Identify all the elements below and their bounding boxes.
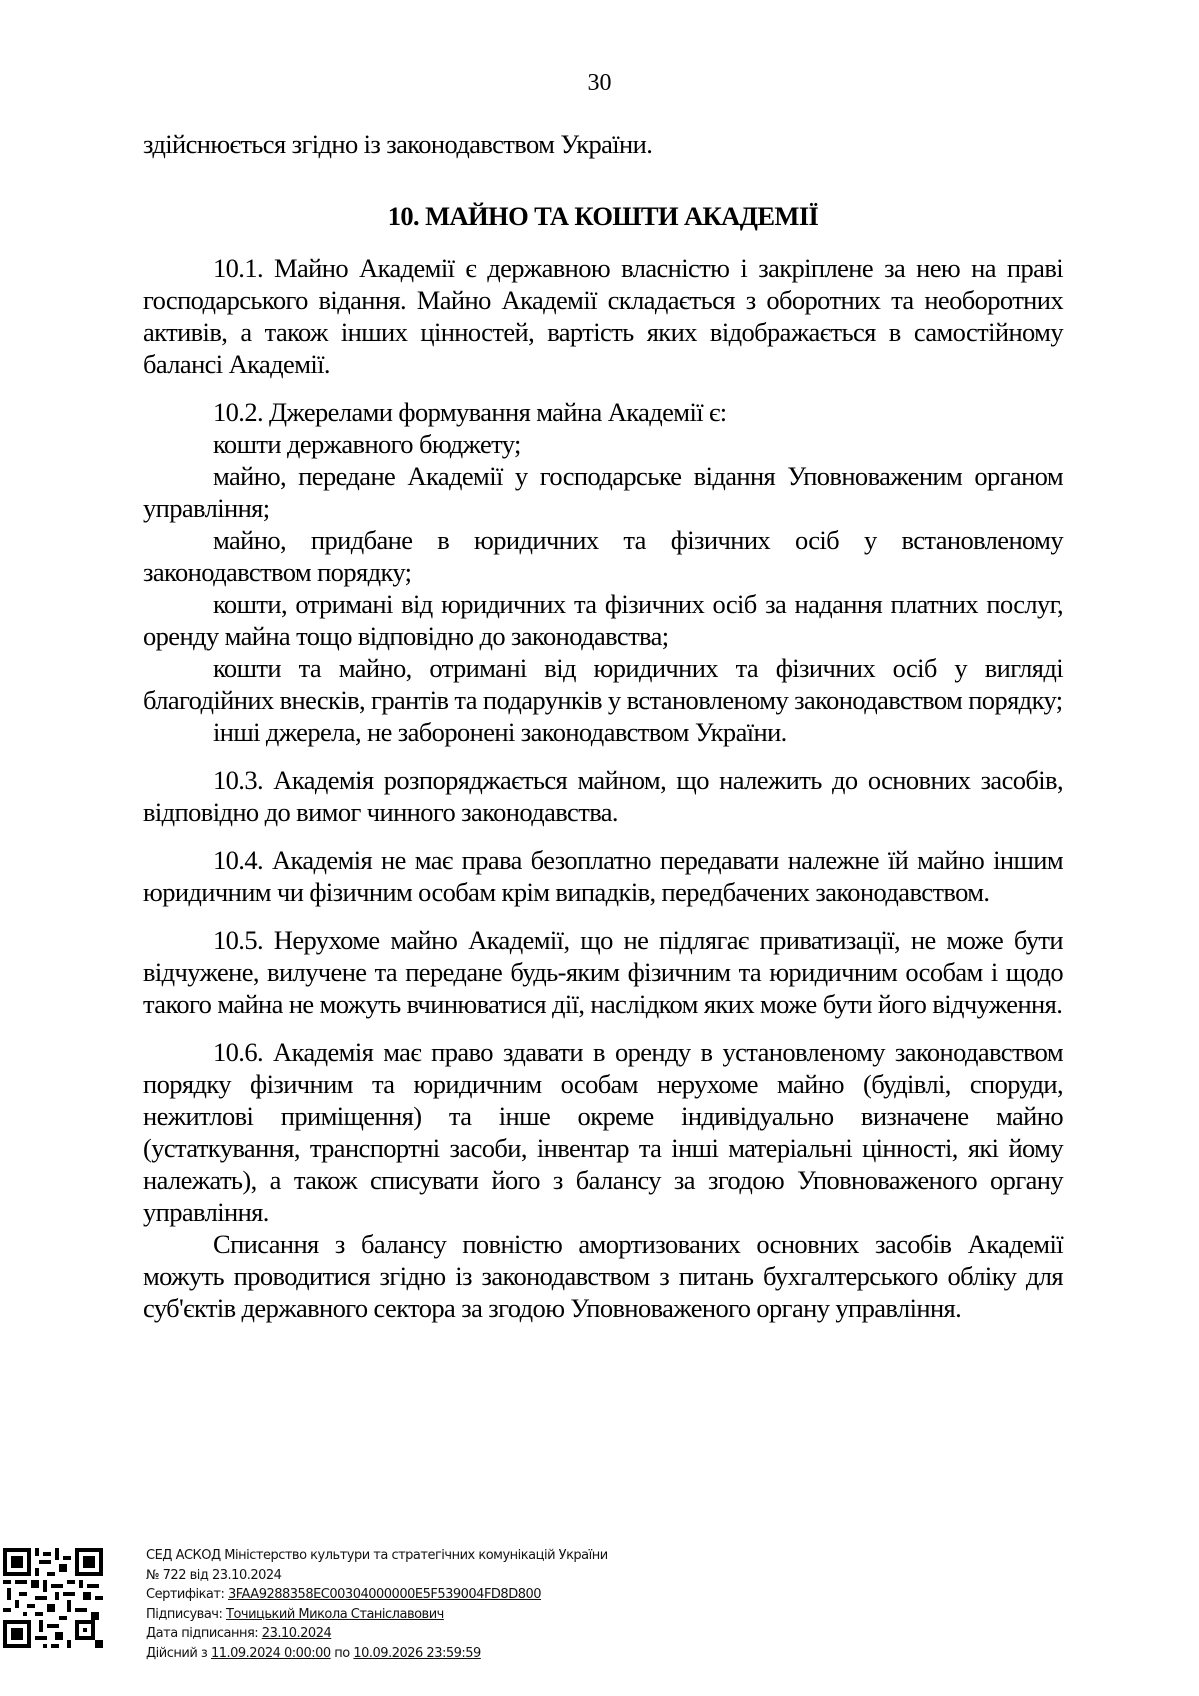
valid-label: Дійсний з — [146, 1645, 211, 1661]
stamp-system-line: СЕД АСКОД Міністерство культури та стратегічних комунікацій України — [146, 1548, 608, 1563]
stamp-validity — [146, 1644, 608, 1664]
source-item: інші джерела, не заборонені законодавством України. — [213, 717, 787, 747]
signer-label: Підписувач: — [146, 1606, 226, 1622]
sign-date-label: Дата підписання: — [146, 1626, 262, 1641]
e-signature-stamp — [0, 1548, 700, 1688]
document-body — [143, 122, 1063, 1324]
certificate-value: 3FAA9288358EC00304000000E5F539004FD8D800 — [227, 1587, 542, 1602]
stamp-signer — [146, 1605, 608, 1625]
source-item: майно, передане Академії у господарське відання Уповноваженим органом управління; — [143, 461, 1063, 523]
paragraph-10-1: 10.1. Майно Академії є державною власністю і закріплене за нею на праві господарського відання. Майно Академії складається з оборотних та необоротних активів, а також інших цінностей, вартість яких відображається в самостійному балансі Академії. — [143, 253, 1063, 379]
certificate-label: Сертифікат: — [146, 1587, 228, 1602]
paragraph-10-5: 10.5. Нерухоме майно Академії, що не підлягає приватизації, не може бути відчужене, вилучене та передане будь-яким фізичним та юридичним особам і щодо такого майна не можуть вчинюватися дії, наслідком яких може бути його відчуження. — [143, 925, 1063, 1019]
source-item: кошти, отримані від юридичних та фізичних осіб за надання платних послуг, оренду майна тощо відповідно до законодавства; — [143, 589, 1063, 651]
valid-to-label: по — [330, 1645, 354, 1661]
stamp-sign-date — [146, 1624, 608, 1644]
stamp-registration: № 722 від 23.10.2024 — [146, 1567, 282, 1583]
paragraph-10-2: 10.2. Джерелами формування майна Академії є: — [213, 397, 727, 427]
source-item: майно, придбане в юридичних та фізичних осіб у встановленому законодавством порядку; — [143, 525, 1063, 587]
valid-to: 10.09.2026 23:59:59 — [353, 1645, 481, 1661]
paragraph-10-6-writeoff: Списання з балансу повністю амортизованих основних засобів Академії можуть проводитися згідно із законодавством з питань бухгалтерського обліку для суб'єктів державного сектора за згодою Уповноваженого органу управління. — [143, 1229, 1063, 1323]
qr-code-icon — [3, 1548, 103, 1648]
section-title: 10. МАЙНО ТА КОШТИ АКАДЕМІЇ — [387, 201, 819, 231]
paragraph-10-3: 10.3. Академія розпоряджається майном, що належить до основних засобів, відповідно до вимог чинного законодавства. — [143, 765, 1063, 827]
valid-from: 11.09.2024 0:00:00 — [210, 1645, 331, 1661]
stamp-text — [146, 1546, 608, 1663]
paragraph-10-4: 10.4. Академія не має права безоплатно передавати належне їй майно іншим юридичним чи фізичним особам крім випадків, передбачених законодавством. — [143, 845, 1063, 907]
intro-line: здійснюється згідно із законодавством України. — [143, 129, 653, 159]
signer-value: Точицький Микола Станіславович — [226, 1606, 444, 1622]
stamp-certificate — [146, 1585, 608, 1605]
source-item: кошти та майно, отримані від юридичних та фізичних осіб у вигляді благодійних внесків, грантів та подарунків у встановленому законодавством порядку; — [143, 653, 1063, 715]
paragraph-10-6: 10.6. Академія має право здавати в оренду в установленому законодавством порядку фізичним та юридичним особам нерухоме майно (будівлі, споруди, нежитлові приміщення) та інше окреме індивідуально визначене майно (устаткування, транспортні засоби, інвентар та інші матеріальні цінності, які йому належать), а також списувати його з балансу за згодою Уповноваженого органу управління. — [143, 1037, 1063, 1227]
page-number: 30 — [587, 70, 612, 96]
source-item: кошти державного бюджету; — [213, 429, 521, 459]
sign-date-value: 23.10.2024 — [261, 1626, 332, 1641]
